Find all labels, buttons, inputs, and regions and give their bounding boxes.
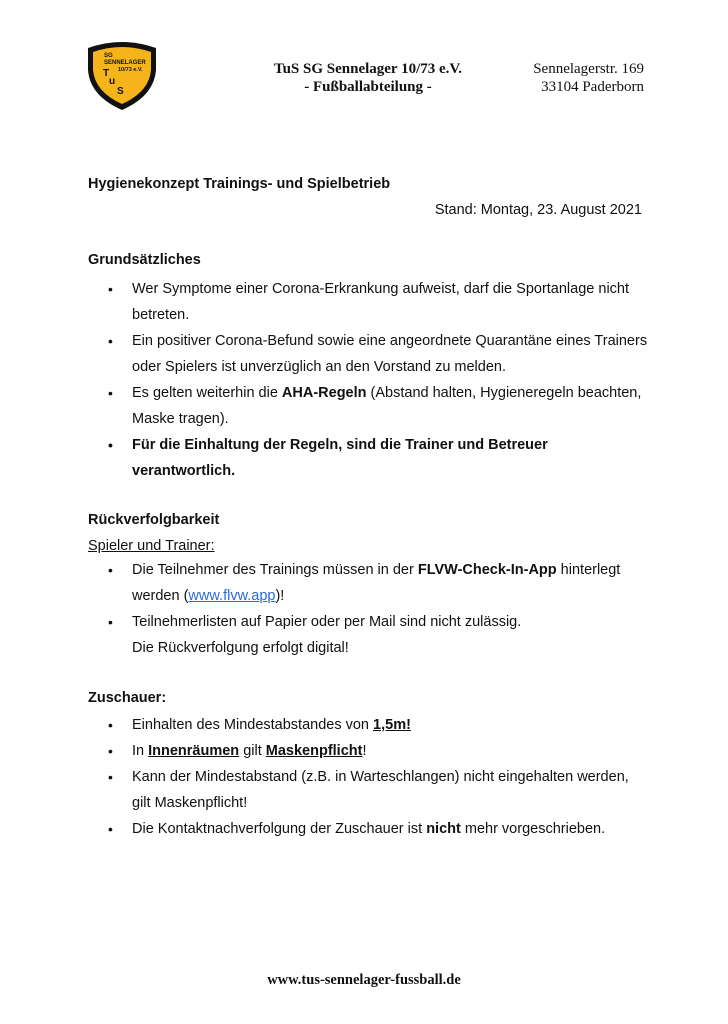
logo-text-sennelager: SENNELAGER [104,60,146,66]
address-city: 33104 Paderborn [541,79,644,95]
list-item: • Einhalten des Mindestabstandes von 1,5m! [108,712,648,738]
list-item: • Kann der Mindestabstand (z.B. in Warteschlangen) nicht eingehalten werden, gilt Maskenpflicht! [108,764,648,816]
section-heading-grundsaetzliches: Grundsätzliches [88,252,201,268]
flvw-app-link[interactable]: www.flvw.app [188,588,276,604]
document-date: Stand: Montag, 23. August 2021 [434,202,642,218]
address-block [533,60,644,96]
logo-text-sg: SG [104,53,113,59]
footer-website[interactable]: www.tus-sennelager-fussball.de [267,972,461,988]
list-item: • In Innenräumen gilt Maskenpflicht! [108,738,648,764]
list-item: • Die Teilnehmer des Trainings müssen in der FLVW-Check-In-App hinterlegt werden (www.flvw.app)! [108,557,648,609]
list-item: • Die Kontaktnachverfolgung der Zuschauer ist nicht mehr vorgeschrieben. [108,816,648,842]
list-item: • Ein positiver Corona-Befund sowie eine angeordnete Quarantäne eines Trainers oder Spielers ist unverzüglich an den Vorstand zu melden. [108,328,648,380]
organization-name: TuS SG Sennelager 10/73 e.V. [273,61,463,77]
section-heading-rueckverfolgbarkeit: Rückverfolgbarkeit [88,512,220,528]
organization-department: - Fußballabteilung - [304,79,432,95]
distance-value: 1,5m! [373,717,411,733]
list-item: • Für die Einhaltung der Regeln, sind die Trainer und Betreuer verantwortlich. [108,432,648,484]
logo-text-u: u [109,76,116,87]
section-heading-zuschauer: Zuschauer: [88,690,167,706]
logo-text-year: 10/73 e.V. [118,67,143,73]
list-item: • Es gelten weiterhin die AHA-Regeln (Abstand halten, Hygieneregeln beachten, Maske tragen). [108,380,648,432]
list-item: • Wer Symptome einer Corona-Erkrankung aufweist, darf die Sportanlage nicht betreten. [108,276,648,328]
app-name: FLVW-Check-In-App [417,562,557,578]
list-zuschauer [108,712,648,842]
list-grundsaetzliches [108,276,648,484]
list-item: • Teilnehmerlisten auf Papier oder per Mail sind nicht zulässig. Die Rückverfolgung erfolgt digital! [108,609,648,661]
address-street: Sennelagerstr. 169 [533,61,644,77]
list-rueckverfolgbarkeit [108,557,648,661]
logo-text-t: T [103,68,110,79]
document-title: Hygienekonzept Trainings- und Spielbetrieb [88,176,391,192]
aha-rules: AHA-Regeln [281,385,367,401]
organization-block [240,60,496,96]
logo-text-s: S [117,86,124,97]
club-logo [84,40,160,112]
subheading-spieler-trainer: Spieler und Trainer: [88,538,215,554]
